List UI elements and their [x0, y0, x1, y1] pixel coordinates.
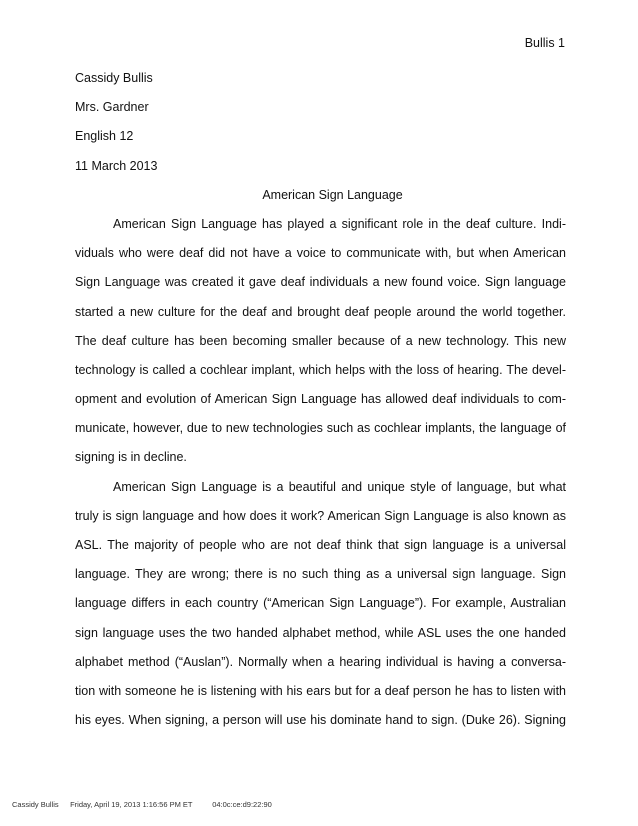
paragraph-line: alphabet method (“Auslan”). Normally when a hearing individual is having a conversa- — [75, 654, 566, 669]
paragraph-line: language differs in each country (“American Sign Language”). For example, Australian — [75, 596, 566, 611]
course-name: English 12 — [75, 129, 134, 144]
paragraph-line: truly is sign language and how does it work? American Sign Language is also known as — [75, 508, 566, 523]
running-head: Bullis 1 — [524, 36, 565, 50]
paragraph-line: started a new culture for the deaf and brought deaf people around the world together. — [75, 304, 566, 319]
paragraph-2 — [75, 473, 566, 736]
print-footer — [12, 800, 272, 809]
footer-timestamp: Friday, April 19, 2013 1:16:56 PM ET — [70, 800, 193, 809]
essay-title: American Sign Language — [262, 187, 403, 202]
paragraph-line: technology is called a cochlear implant, which helps with the loss of hearing. The devel- — [75, 362, 566, 377]
paragraph-line: opment and evolution of American Sign Language has allowed deaf individuals to com- — [75, 392, 566, 407]
teacher-name: Mrs. Gardner — [75, 100, 149, 115]
document-body — [75, 64, 566, 735]
paragraph-line: American Sign Language has played a significant role in the deaf culture. Indi- — [113, 216, 566, 231]
paragraph-line: municate, however, due to new technologies such as cochlear implants, the language of — [75, 421, 566, 436]
essay-date: 11 March 2013 — [75, 158, 158, 173]
paragraph-line: Sign Language was created it gave deaf individuals a new found voice. Sign language — [75, 275, 566, 290]
paragraph-1 — [75, 210, 566, 473]
paragraph-line: language. They are wrong; there is no such thing as a universal sign language. Sign — [75, 567, 566, 582]
paragraph-line: viduals who were deaf did not have a voice to communicate with, but when American — [75, 246, 566, 261]
paragraph-line: American Sign Language is a beautiful and unique style of language, but what — [113, 479, 566, 494]
paragraph-line: The deaf culture has been becoming smaller because of a new technology. This new — [75, 333, 566, 348]
student-name: Cassidy Bullis — [75, 71, 153, 85]
paragraph-line: sign language uses the two handed alphabet method, while ASL uses the one handed — [75, 625, 566, 640]
footer-author: Cassidy Bullis — [12, 800, 59, 809]
paragraph-line: signing is in decline. — [75, 450, 187, 465]
paragraph-line: tion with someone he is listening with his ears but for a deaf person he has to listen with — [75, 683, 566, 698]
paragraph-line: his eyes. When signing, a person will use his dominate hand to sign. (Duke 26). Signing — [75, 713, 566, 728]
footer-device-id: 04:0c:ce:d9:22:90 — [212, 800, 272, 809]
paragraph-line: ASL. The majority of people who are not deaf think that sign language is a universal — [75, 538, 566, 552]
